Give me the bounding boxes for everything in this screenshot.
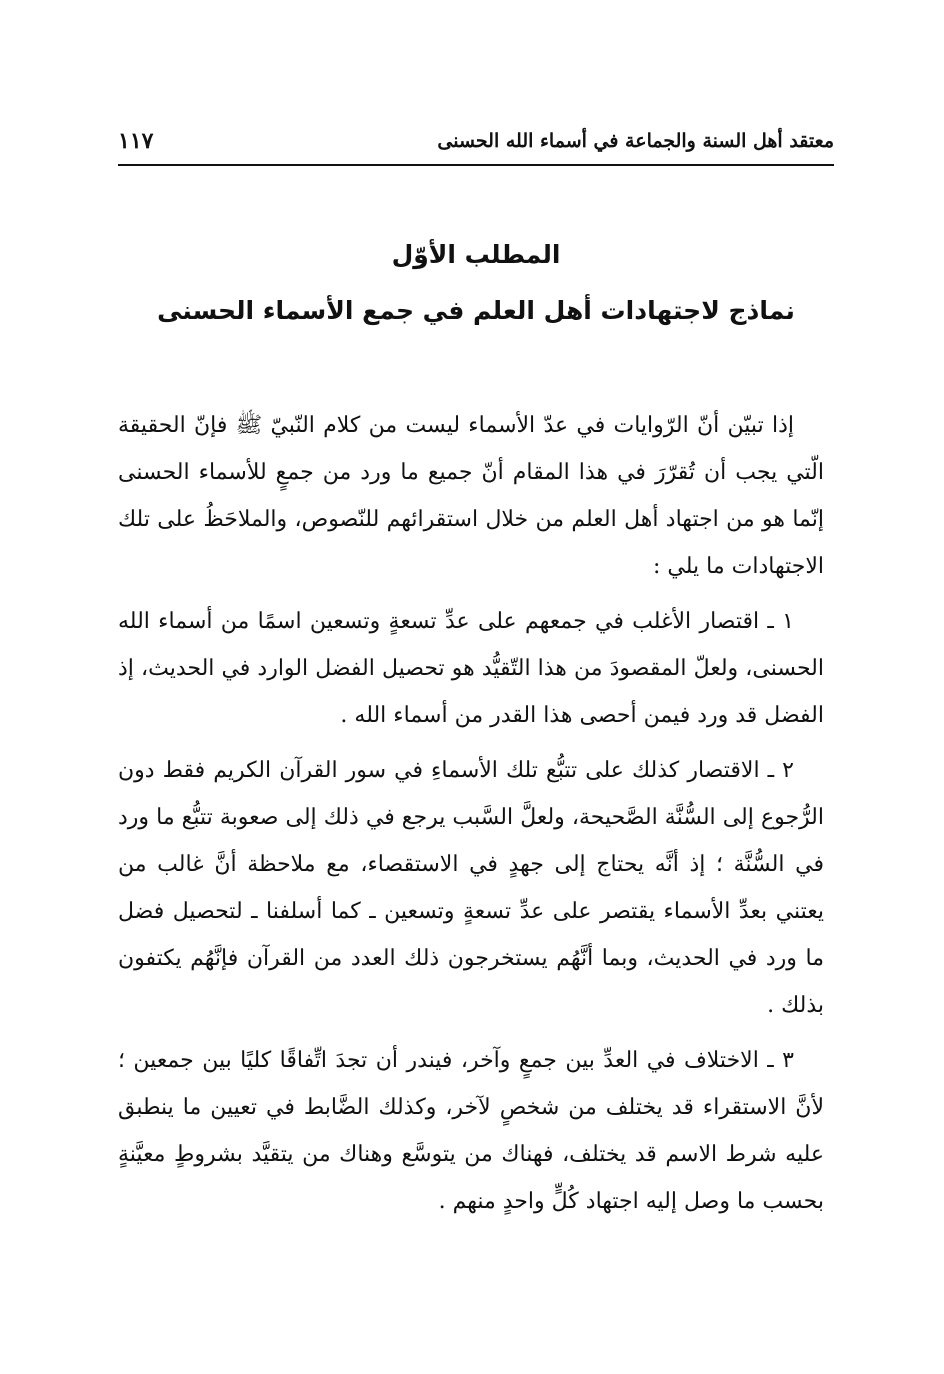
- running-header: [118, 124, 834, 164]
- header-title: معتقد أهل السنة والجماعة في أسماء الله الحسنى: [437, 130, 834, 152]
- paragraph-point-2: ٢ ـ الاقتصار كذلك على تتبُّع تلك الأسماءِ في سور القرآن الكريم فقط دون الرُّجوع إلى السُّنَّة الصَّحيحة، ولعلَّ السَّبب يرجع في ذلك إلى صعوبة تتبُّع ما ورد في السُّنَّة ؛ إذ أنَّه يحتاج إلى جهدٍ في الاستقصاء، مع ملاحظة أنَّ غالب من يعتني بعدِّ الأسماء يقتصر على عدِّ تسعةٍ وتسعين ـ كما أسلفنا ـ لتحصيل فضل ما ورد في الحديث، وبما أنَّهُم يستخرجون ذلك العدد من القرآن فإنَّهُم يكتفون بذلك .: [118, 758, 824, 1018]
- section-heading: المطلب الأوّل: [391, 240, 561, 269]
- body-text: [118, 402, 824, 1233]
- paragraph-point-3: ٣ ـ الاختلاف في العدِّ بين جمعٍ وآخر، فيندر أن تجدَ اتِّفاقًا كليًا بين جمعين ؛ لأنَّ الاستقراء قد يختلف من شخصٍ لآخر، وكذلك الضَّابط في تعيين ما ينطبق عليه شرط الاسم قد يختلف، فهناك من يتوسَّع وهناك من يتقيَّد بشروطٍ معيَّنةٍ بحسب ما وصل إليه اجتهاد كُلٍّ واحدٍ منهم .: [118, 1048, 824, 1214]
- header-divider: [118, 164, 834, 166]
- paragraph-point-1: ١ ـ اقتصار الأغلب في جمعهم على عدِّ تسعةٍ وتسعين اسمًا من أسماء الله الحسنى، ولعلّ المقصودَ من هذا التّقيُّد هو تحصيل الفضل الوارد في الحديث، إذ الفضل قد ورد فيمن أحصى هذا القدر من أسماء الله .: [118, 609, 824, 728]
- section-subheading: نماذج لاجتهادات أهل العلم في جمع الأسماء الحسنى: [157, 296, 795, 325]
- page-number: ١١٧: [118, 128, 154, 154]
- paragraph-intro: إذا تبيّن أنّ الرّوايات في عدّ الأسماء ليست من كلام النّبيّ ﷺ فإنّ الحقيقة الّتي يجب أن تُقرّرَ في هذا المقام أنّ جميع ما ورد من جمعٍ للأسماء الحسنى إنّما هو من اجتهاد أهل العلم من خلال استقرائهم للنّصوص، والملاحَظُ على تلك الاجتهادات ما يلي :: [118, 413, 824, 579]
